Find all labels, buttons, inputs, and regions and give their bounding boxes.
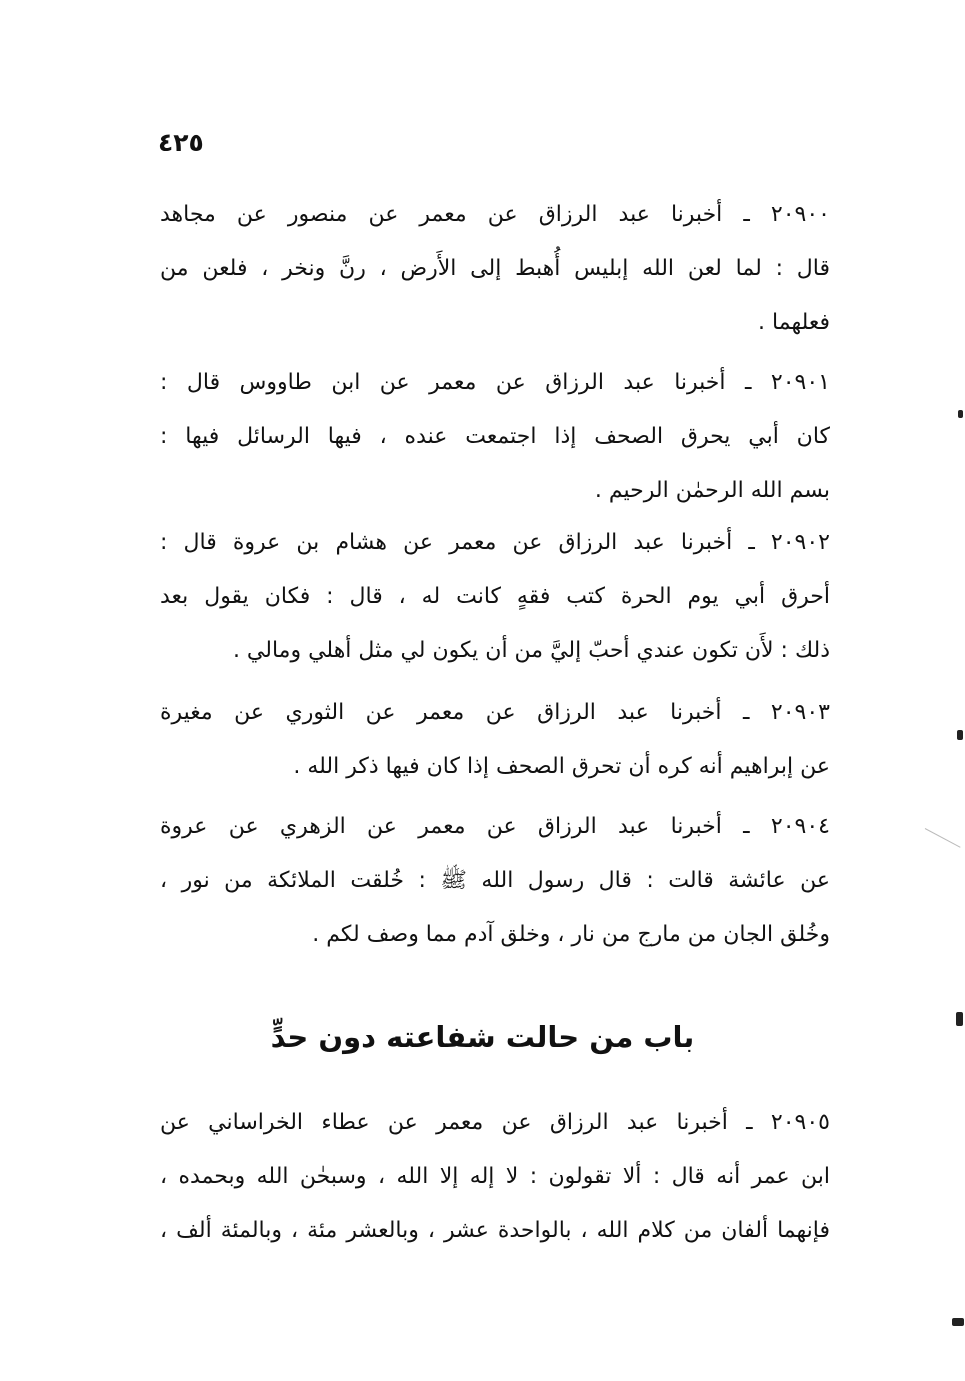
entry-line: ٢٠٩٠٤ ـ أخبرنا عبد الرزاق عن معمر عن الزهري عن عروة (160, 814, 830, 839)
entry-line: ٢٠٩٠٥ ـ أخبرنا عبد الرزاق عن معمر عن عطاء الخراساني عن (160, 1110, 830, 1135)
chapter-heading: باب من حالت شفاعته دون حدٍّ (270, 1020, 695, 1054)
entry-line: ٢٠٩٠٠ ـ أخبرنا عبد الرزاق عن معمر عن منصور عن مجاهد (160, 202, 830, 227)
hadith-entry-20903 (160, 686, 830, 794)
scan-speck (952, 1318, 964, 1326)
scan-speck (957, 730, 963, 740)
hadith-entry-20904 (160, 800, 830, 962)
hadith-entry-20902 (160, 516, 830, 678)
scan-speck (958, 410, 963, 418)
entry-line: ٢٠٩٠٣ ـ أخبرنا عبد الرزاق عن معمر عن الثوري عن مغيرة (160, 700, 830, 725)
entry-line: قال : لما لعن الله إبليس أُهبط إلى الأَرض ، رنَّ ونخر ، فلعن من (160, 256, 830, 281)
hadith-entry-20905 (160, 1096, 830, 1258)
hadith-entry-20901 (160, 356, 830, 518)
entry-line: بسم الله الرحمٰن الرحيم . (594, 478, 830, 503)
hadith-entry-20900 (160, 188, 830, 350)
page-number: ٤٢٥ (158, 128, 204, 157)
entry-line: ابن عمر أنه قال : ألا تقولون : لا إله إلا الله ، وسبحٰن الله وبحمده ، (160, 1164, 830, 1189)
entry-line: ٢٠٩٠٢ ـ أخبرنا عبد الرزاق عن معمر عن هشام بن عروة قال : (160, 530, 830, 555)
entry-line: وخُلق الجان من مارج من نار ، وخلق آدم مما وصف لكم . (312, 922, 830, 947)
entry-line: فعلهما . (758, 310, 830, 335)
entry-line: كان أبي يحرق الصحف إذا اجتمعت عنده ، فيها الرسائل فيها : (160, 424, 830, 449)
scan-line (925, 828, 961, 848)
entry-line: ٢٠٩٠١ ـ أخبرنا عبد الرزاق عن معمر عن ابن طاووس قال : (160, 370, 830, 395)
entry-line: عن إبراهيم أنه كره أن تحرق الصحف إذا كان فيها ذكر الله . (293, 754, 830, 779)
entry-line: ذلك : لأَن تكون عندي أحبّ إليَّ من أن يكون لي مثل أهلي ومالي . (232, 638, 830, 663)
entry-line: أحرق أبي يوم الحرة كتب فقهٍ كانت له ، قال : فكان يقول بعد (160, 584, 830, 609)
entry-line: عن عائشة قالت : قال رسول الله ﷺ : خُلقت الملائكة من نور ، (160, 868, 830, 893)
scan-speck (956, 1012, 963, 1026)
entry-line: فإنهما ألفان من كلام الله ، بالواحدة عشر ، وبالعشر مئة ، وبالمئة ألف ، (160, 1218, 830, 1243)
